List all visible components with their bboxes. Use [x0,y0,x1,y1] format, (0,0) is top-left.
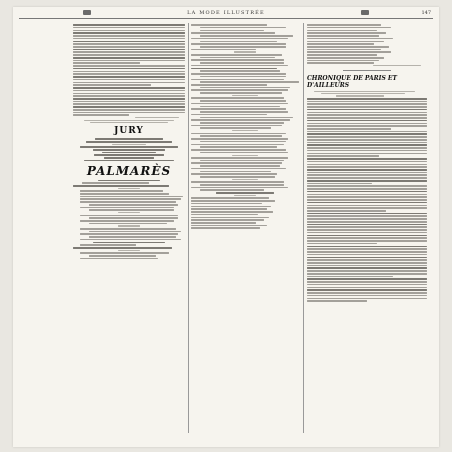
jury-heading: JURY [114,126,144,137]
palmares-list [73,180,185,260]
header-rule [19,18,433,19]
column-right [307,23,427,437]
signature-line [135,117,180,118]
publication-title: LA MODE ILLUSTRÉE [187,10,265,16]
palmares-heading: PALMARÈS [86,164,172,179]
intro-text-block [73,24,185,116]
newspaper-page [13,7,439,447]
signature-line [373,65,421,66]
page-number: 147 [421,10,431,16]
column-divider [188,23,189,433]
jury-list [73,138,185,161]
column-divider [303,23,304,433]
chronique-heading: CHRONIQUE DE PARIS ET D'AILLEURS [307,75,397,90]
chronique-body [307,98,427,302]
honorable-mentions-list [307,24,427,64]
section-separator [343,70,391,71]
chronique-subheading [307,91,427,97]
right-header-ornament [361,10,369,15]
column-left [73,23,185,437]
awards-list [191,24,299,229]
column-middle [191,23,299,437]
